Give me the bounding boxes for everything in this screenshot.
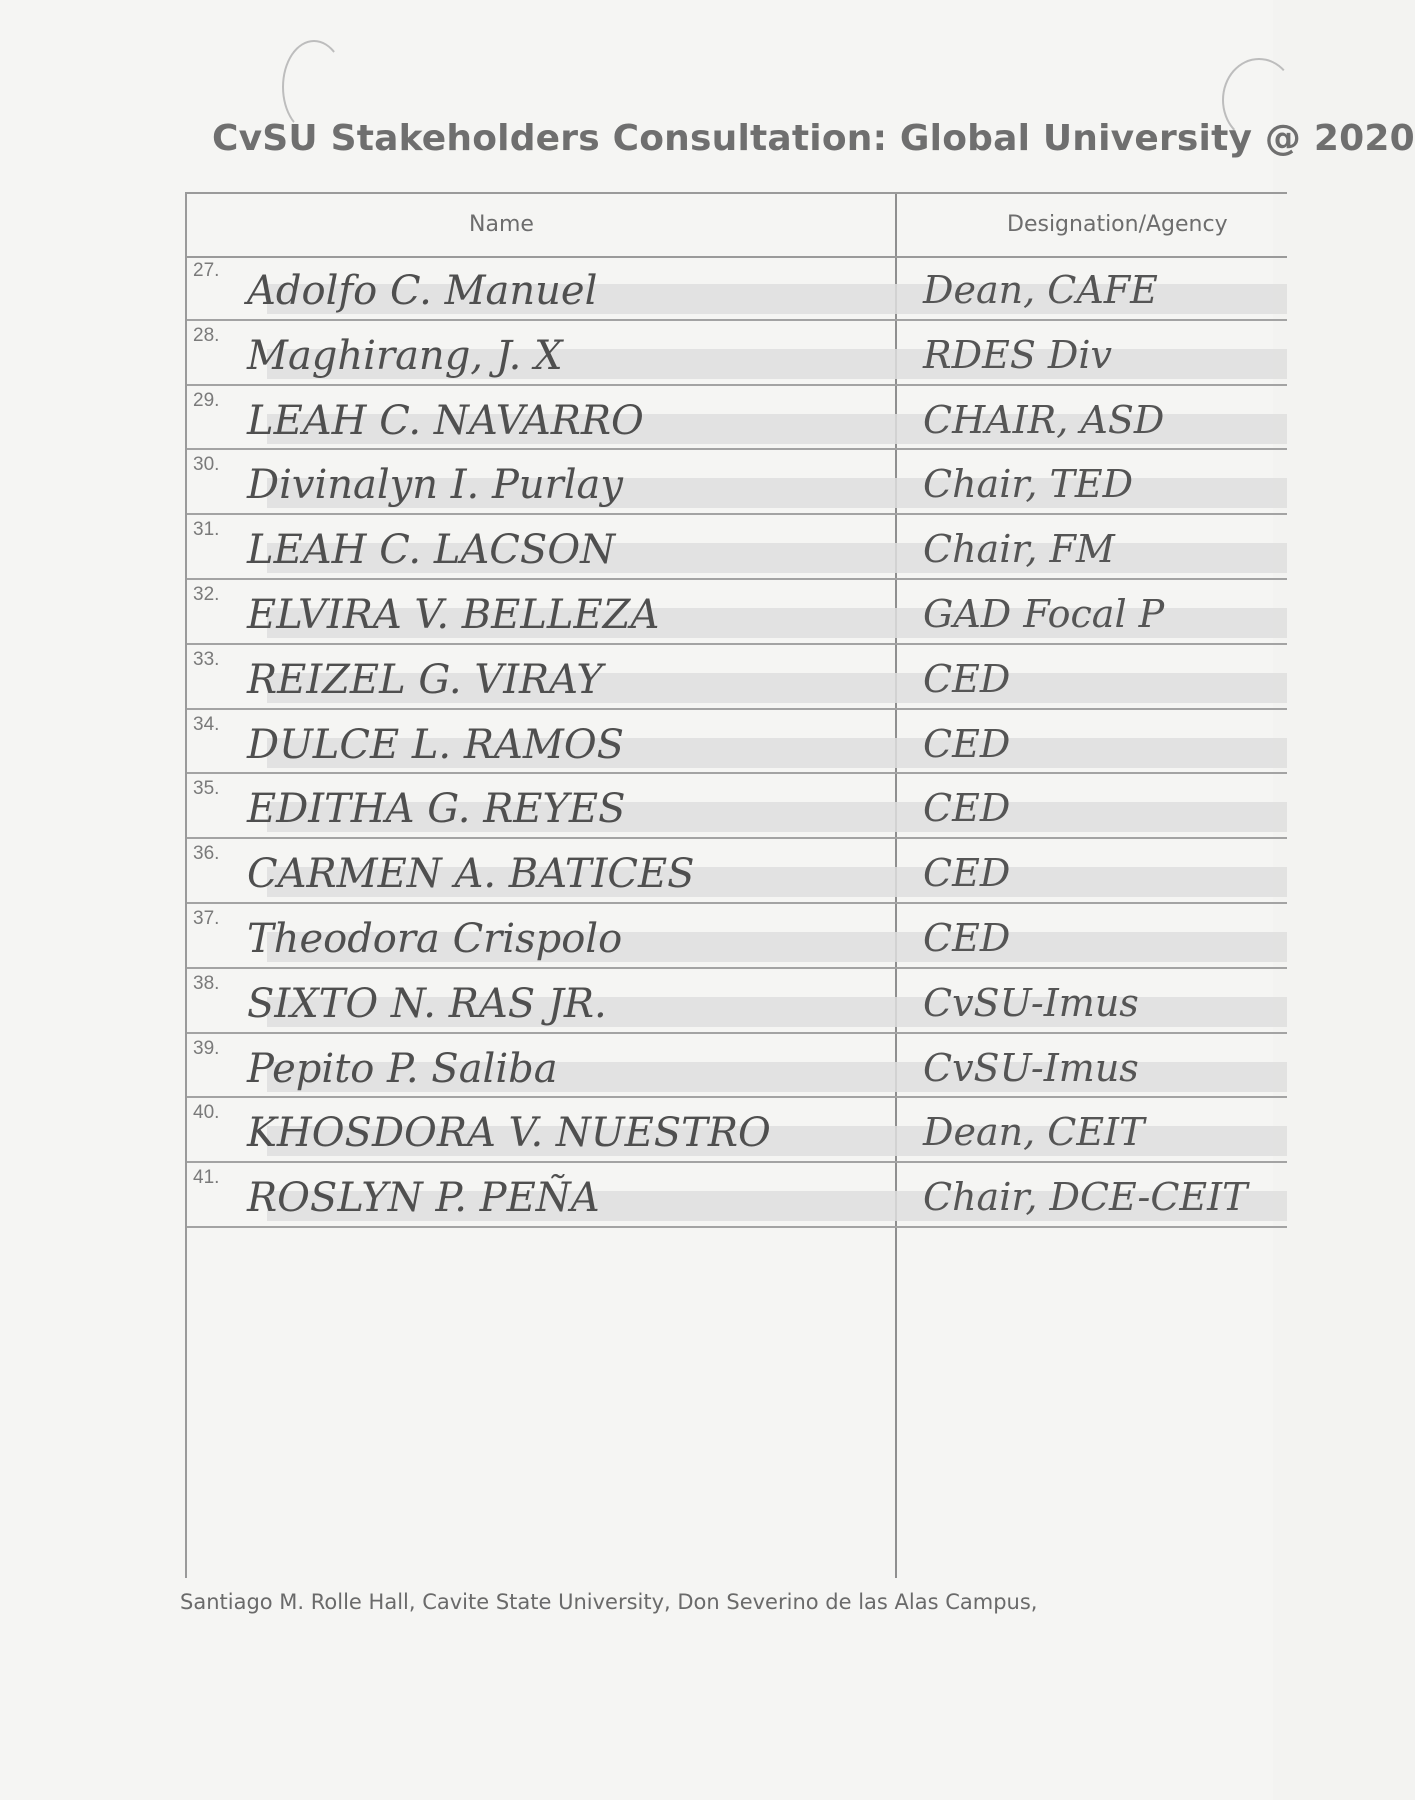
table-row (187, 645, 1287, 710)
table-row (187, 580, 1287, 645)
column-header-name: Name (469, 212, 534, 237)
footer-address: Santiago M. Rolle Hall, Cavite State University, Don Severino de las Alas Campus, (180, 1590, 1038, 1614)
handwritten-designation: CvSU-Imus (923, 1045, 1139, 1090)
table-row (187, 386, 1287, 451)
handwritten-name: Adolfo C. Manuel (247, 268, 598, 314)
handwritten-designation: CED (923, 916, 1011, 960)
handwritten-name: ELVIRA V. BELLEZA (247, 592, 660, 638)
handwritten-name: DULCE L. RAMOS (247, 721, 625, 768)
table-row (187, 256, 1287, 321)
table-row (187, 904, 1287, 969)
handwritten-designation: Chair, FM (923, 527, 1115, 572)
row-number: 36. (193, 843, 220, 865)
handwritten-designation: CED (923, 721, 1011, 766)
handwritten-designation: CED (923, 786, 1011, 831)
handwritten-designation: CvSU-Imus (923, 980, 1139, 1025)
handwritten-designation: Dean, CAFE (923, 268, 1158, 312)
row-number: 40. (193, 1102, 220, 1124)
handwritten-name: SIXTO N. RAS JR. (247, 980, 607, 1027)
row-number: 38. (193, 972, 220, 994)
table-row (187, 710, 1287, 775)
handwritten-name: ROSLYN P. PEÑA (247, 1175, 600, 1222)
table-row (187, 515, 1287, 580)
row-number: 35. (193, 778, 220, 800)
handwritten-name: Pepito P. Saliba (247, 1045, 558, 1092)
row-number: 39. (193, 1037, 220, 1059)
table-row (187, 321, 1287, 386)
table-row (187, 1034, 1287, 1099)
row-number: 27. (193, 260, 220, 281)
table-row (187, 1163, 1287, 1228)
handwritten-name: LEAH C. LACSON (247, 527, 616, 574)
row-number: 30. (193, 454, 220, 476)
table-row (187, 450, 1287, 515)
row-number: 29. (193, 389, 220, 411)
handwritten-designation: CED (923, 851, 1011, 896)
handwritten-name: LEAH C. NAVARRO (247, 397, 644, 444)
attendance-table (185, 192, 1287, 1578)
row-number: 28. (193, 324, 220, 346)
handwritten-designation: CED (923, 656, 1011, 701)
handwritten-designation: Dean, CEIT (923, 1110, 1145, 1155)
handwritten-designation: RDES Div (923, 332, 1113, 377)
table-row (187, 774, 1287, 839)
handwritten-designation: Chair, DCE-CEIT (923, 1175, 1248, 1220)
handwritten-name: Divinalyn I. Purlay (247, 462, 623, 509)
handwritten-name: CARMEN A. BATICES (247, 851, 695, 898)
row-number: 41. (193, 1167, 220, 1189)
handwritten-name: Theodora Crispolo (247, 916, 623, 962)
handwritten-name: KHOSDORA V. NUESTRO (247, 1110, 771, 1157)
handwritten-designation: GAD Focal P (923, 592, 1165, 636)
row-number: 33. (193, 648, 220, 670)
table-row (187, 969, 1287, 1034)
row-number: 37. (193, 908, 220, 929)
table-row (187, 1098, 1287, 1163)
table-header (187, 194, 1287, 258)
page-title: CvSU Stakeholders Consultation: Global University @ 2020 (212, 118, 1415, 159)
handwritten-designation: CHAIR, ASD (923, 397, 1165, 442)
row-number: 32. (193, 584, 220, 605)
handwritten-designation: Chair, TED (923, 462, 1134, 507)
handwritten-name: EDITHA G. REYES (247, 786, 626, 833)
handwritten-name: Maghirang, J. X (247, 332, 563, 379)
row-number: 34. (193, 713, 220, 735)
column-header-designation: Designation/Agency (1007, 212, 1228, 237)
handwritten-name: REIZEL G. VIRAY (247, 656, 603, 703)
table-row (187, 839, 1287, 904)
row-number: 31. (193, 519, 220, 541)
